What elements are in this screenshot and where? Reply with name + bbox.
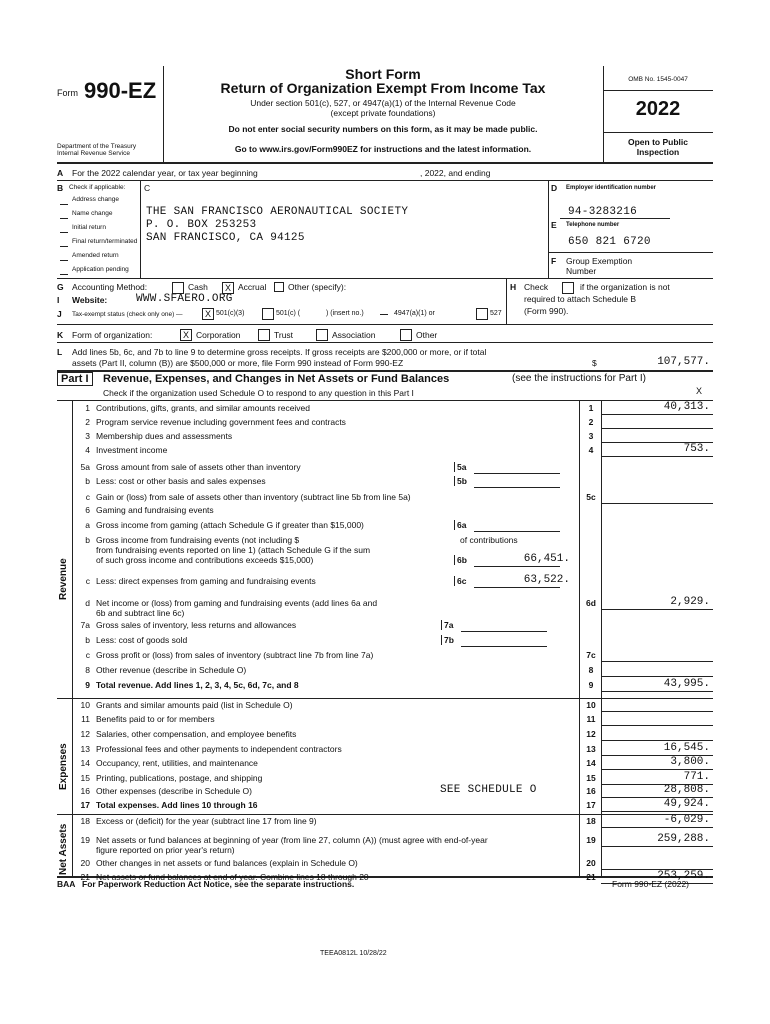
line-box-l6d: 6d (586, 598, 596, 608)
check-applicable: Check if applicable: (69, 184, 126, 191)
website-label: Website: (72, 295, 108, 305)
line-a-text: For the 2022 calendar year, or tax year beginning (72, 168, 258, 178)
line-input-l11[interactable] (601, 725, 713, 726)
checkbox-other-method[interactable] (274, 282, 284, 292)
line-text-l12: Salaries, other compensation, and employee benefits (96, 729, 297, 739)
line-amount-l18: -6,029. (663, 814, 710, 826)
line-number-l6c: c (85, 576, 90, 586)
line-number-l7b: b (85, 635, 90, 645)
line-number-l8: 8 (85, 665, 90, 675)
footer-baa: BAA (57, 879, 76, 889)
line-text-l1: Contributions, gifts, grants, and similar amounts received (96, 403, 311, 413)
line-text-l14: Occupancy, rent, utilities, and maintenance (96, 758, 258, 768)
line-box-l6a: 6a (454, 520, 475, 530)
checkbox-trust[interactable] (258, 329, 270, 341)
line-amount-l1: 40,313. (663, 401, 710, 413)
line-input-l10[interactable] (601, 711, 713, 712)
line-text-l21: Net assets or fund balances at end of year. Combine lines 18 through 20 (96, 872, 369, 882)
line-input-l6b[interactable] (474, 566, 560, 567)
line-text-l11: Benefits paid to or for members (96, 714, 215, 724)
line-box-l15: 15 (586, 773, 596, 783)
open-public-1: Open to Public (628, 137, 688, 147)
checkbox-association[interactable] (316, 329, 328, 341)
line-g-label: G (57, 282, 64, 292)
b-item-initial-return: Initial return (72, 224, 106, 231)
checkbox-initial-return[interactable] (60, 226, 68, 233)
line-text-l7b: Less: cost of goods sold (96, 635, 188, 645)
side-label-revenue: Revenue (58, 558, 69, 600)
checkbox-address-change[interactable] (60, 198, 68, 205)
line-number-l15: 15 (80, 773, 90, 783)
line-i-label: I (57, 295, 60, 305)
line-l-text-1: Add lines 5b, 6c, and 7b to line 9 to determine gross receipts. If gross receipts are $200,000 or more, or if total (72, 347, 487, 357)
section-e-label: E (551, 220, 557, 230)
line-amount-l17: 49,924. (663, 798, 710, 810)
line-box-l5a: 5a (454, 462, 475, 472)
section-c-label: C (144, 183, 151, 193)
checkbox-501c3[interactable]: X (202, 308, 214, 320)
line-box-l13: 13 (586, 744, 596, 754)
line-box-l2: 2 (588, 417, 594, 427)
org-address-1: P. O. BOX 253253 (146, 219, 257, 231)
line-input-l5c[interactable] (601, 503, 713, 504)
line-number-l18: 18 (80, 816, 90, 826)
line-h-text-4: (Form 990). (524, 306, 569, 316)
line-text2-l6b: from fundraising events reported on line 1) (attach Schedule G if the sum (96, 545, 371, 555)
line-number-l11: 11 (81, 714, 90, 724)
line-box-l5c: 5c (586, 492, 596, 502)
line-number-l16: 16 (80, 786, 90, 796)
open-public-2: Inspection (636, 147, 680, 157)
line-text-l7a: Gross sales of inventory, less returns and allowances (96, 620, 297, 630)
line-box-l1: 1 (588, 403, 594, 413)
omb-number: OMB No. 1545-0047 (628, 76, 688, 83)
line-text-l7c: Gross profit or (loss) from sales of inventory (subtract line 7b from line 7a) (96, 650, 374, 660)
line-number-l5b: b (85, 476, 90, 486)
gross-receipts: 107,577. (657, 356, 710, 368)
line-j-label: J (57, 309, 62, 319)
line-number-l12: 12 (80, 729, 90, 739)
line-text-l6: Gaming and fundraising events (96, 505, 214, 515)
title-short: Short Form (345, 66, 421, 82)
line-number-l7c: c (85, 650, 90, 660)
line-box-l14: 14 (586, 758, 596, 768)
part-1-title: Revenue, Expenses, and Changes in Net Assets or Fund Balances (103, 373, 450, 385)
checkbox-other-org[interactable] (400, 329, 412, 341)
line-input-l6a[interactable] (474, 531, 560, 532)
line-box-l10: 10 (586, 700, 596, 710)
website-value[interactable]: WWW.SFAERO.ORG (136, 293, 233, 305)
line-number-l13: 13 (80, 744, 90, 754)
trust-label: Trust (274, 330, 294, 340)
form-number: 990-EZ (84, 78, 157, 103)
footer-text: For Paperwork Reduction Act Notice, see the separate instructions. (82, 879, 355, 889)
line-number-l17: 17 (80, 800, 90, 810)
section-f-label: F (551, 256, 557, 266)
line-box-l18: 18 (586, 816, 596, 826)
checkbox-application-pending[interactable] (60, 268, 68, 275)
line-text-l18: Excess or (deficit) for the year (subtract line 17 from line 9) (96, 816, 317, 826)
irs-label: Internal Revenue Service (57, 150, 130, 157)
checkbox-501c[interactable] (262, 308, 274, 320)
line-text-l6a: Gross income from gaming (attach Schedule G if greater than $15,000) (96, 520, 364, 530)
tax-exempt-label: Tax-exempt status (check only one) — (72, 311, 183, 318)
line-box-l21: 21 (586, 872, 596, 882)
line-input-l14[interactable] (601, 769, 713, 770)
subtitle-2: (except private foundations) (330, 108, 436, 118)
line-input-l7c[interactable] (601, 661, 713, 662)
line-input-l2[interactable] (601, 428, 713, 429)
org-address-2: SAN FRANCISCO, CA 94125 (146, 232, 305, 244)
line-box-l19: 19 (586, 835, 596, 845)
group-exemption-label-2: Number (566, 266, 597, 276)
dept-treasury: Department of the Treasury (57, 143, 137, 150)
line-a-label: A (57, 168, 64, 178)
line-text-l19: Net assets or fund balances at beginning of year (from line 27, column (A)) (must agree with end-of-year (96, 835, 488, 845)
line-text-l5c: Gain or (loss) from sale of assets other than inventory (subtract line 5b from line 5a) (96, 492, 411, 502)
line-amount-l15: 771. (683, 771, 710, 783)
side-label-expenses: Expenses (58, 743, 69, 790)
line-box-l4: 4 (588, 445, 594, 455)
line-input-l12[interactable] (601, 740, 713, 741)
line-box-l17: 17 (586, 800, 596, 810)
line-text-l8: Other revenue (describe in Schedule O) (96, 665, 247, 675)
line-box-l16: 16 (586, 786, 596, 796)
line-amount-l6d: 2,929. (670, 596, 710, 608)
line-amount-l21: 253,259. (657, 870, 710, 882)
line-amount-l6b: 66,451. (523, 553, 570, 565)
line-l-text-2: assets (Part II, column (B)) are $500,000 or more, file Form 990 instead of Form 990-EZ (72, 358, 404, 368)
checkbox-schedule-o[interactable]: X (695, 386, 702, 396)
line-text-l17: Total expenses. Add lines 10 through 16 (96, 800, 258, 810)
footer-code: TEEA0812L 10/28/22 (320, 950, 387, 957)
line-box-l12: 12 (586, 729, 596, 739)
b-item-application-pending: Application pending (72, 266, 129, 273)
form-label: Form (57, 88, 78, 98)
line-text-l10: Grants and similar amounts paid (list in Schedule O) (96, 700, 293, 710)
line-text-l15: Printing, publications, postage, and shipping (96, 773, 263, 783)
line-input-l1[interactable] (601, 414, 713, 415)
checkbox-527[interactable] (476, 308, 488, 320)
b-item-amended-return: Amended return (72, 252, 119, 259)
4947-label: 4947(a)(1) or (394, 310, 435, 317)
other-method-label: Other (specify): (288, 282, 347, 292)
insert-no-label: ) (insert no.) (326, 310, 364, 317)
corporation-label: Corporation (196, 330, 241, 340)
line-number-l10: 10 (80, 700, 90, 710)
line-amount-l4: 753. (683, 443, 710, 455)
line-text3-l6b: of such gross income and contributions exceeds $15,000) (96, 555, 314, 565)
line-box-l3: 3 (588, 431, 594, 441)
schedule-o-check-text: Check if the organization used Schedule O to respond to any question in this Part I (103, 388, 414, 398)
line-box-l7c: 7c (586, 650, 596, 660)
phone-label: Telephone number (566, 222, 620, 228)
line-box-l7a: 7a (441, 620, 462, 630)
checkbox-schedule-b[interactable] (562, 282, 574, 294)
line-number-l19: 19 (80, 835, 90, 845)
line-amount-l19: 259,288. (657, 833, 710, 845)
subtitle-1: Under section 501(c), 527, or 4947(a)(1) of the Internal Revenue Code (250, 98, 516, 108)
side-label-net-assets: Net Assets (58, 823, 69, 875)
line-box-l8: 8 (588, 665, 594, 675)
line-input-l7a[interactable] (461, 631, 547, 632)
line-input-l6d[interactable] (601, 609, 713, 610)
line-number-l6d: d (85, 598, 90, 608)
org-name: THE SAN FRANCISCO AERONAUTICAL SOCIETY (146, 206, 409, 218)
line-number-l7a: 7a (80, 620, 90, 630)
ein-value: 94-3283216 (568, 206, 638, 218)
line-input-l18[interactable] (601, 827, 713, 828)
cash-label: Cash (188, 282, 208, 292)
line-box-l20: 20 (586, 858, 596, 868)
line-input-l8[interactable] (601, 676, 713, 677)
line-text-l5a: Gross amount from sale of assets other than inventory (96, 462, 301, 472)
line-text-l4: Investment income (96, 445, 168, 455)
line-text-l9: Total revenue. Add lines 1, 2, 3, 4, 5c, 6d, 7c, and 8 (96, 680, 299, 690)
other-org-label: Other (416, 330, 438, 340)
line-input-l6c[interactable] (474, 587, 560, 588)
line-number-l6a: a (85, 520, 90, 530)
association-label: Association (332, 330, 376, 340)
line-k-label: K (57, 330, 64, 340)
b-item-final-return: Final return/terminated (72, 238, 138, 245)
checkbox-4947[interactable] (380, 308, 388, 315)
line-amount-l13: 16,545. (663, 742, 710, 754)
line-box-l11: 11 (586, 714, 596, 724)
form-of-org-label: Form of organization: (72, 330, 153, 340)
line-text-l3: Membership dues and assessments (96, 431, 233, 441)
accrual-label: Accrual (238, 282, 267, 292)
line-text-l6b: Gross income from fundraising events (not including $ (96, 535, 300, 545)
line-text-l2: Program service revenue including government fees and contracts (96, 417, 346, 427)
501c-label: 501(c) ( (276, 310, 301, 317)
tax-year: 2022 (635, 98, 681, 120)
section-b-label: B (57, 183, 64, 193)
line-input-l7b[interactable] (461, 646, 547, 647)
line-text-l20: Other changes in net assets or fund balances (explain in Schedule O) (96, 858, 358, 868)
checkbox-final-return[interactable] (60, 240, 68, 247)
line-number-l6b: b (85, 535, 90, 545)
line-number-l4: 4 (85, 445, 90, 455)
checkbox-accrual[interactable]: X (222, 282, 234, 294)
line-box-l7b: 7b (441, 635, 462, 645)
line-input-l4[interactable] (601, 456, 713, 457)
line-text-l16: Other expenses (describe in Schedule O) (96, 786, 252, 796)
ssn-warning: Do not enter social security numbers on this form, as it may be made public. (228, 124, 538, 134)
line-h-text-2: if the organization is not (580, 282, 670, 292)
line-number-l5c: c (85, 492, 90, 502)
checkbox-amended-return[interactable] (60, 254, 68, 261)
page-title: Return of Organization Exempt From Income Tax (220, 80, 546, 96)
line-input-l9[interactable] (601, 691, 713, 692)
line-number-l3: 3 (85, 431, 90, 441)
footer-form-ref: Form 990-EZ (2022) (612, 879, 689, 889)
line-input-l5b[interactable] (474, 487, 560, 488)
group-exemption-label: Group Exemption (566, 256, 633, 266)
line-amount-l16: 28,808. (663, 784, 710, 796)
line-text-l5b: Less: cost or other basis and sales expenses (96, 476, 266, 486)
line-text-l6c: Less: direct expenses from gaming and fundraising events (96, 576, 316, 586)
501c3-label: 501(c)(3) (216, 310, 245, 317)
line-box-l6c: 6c (454, 576, 475, 586)
line-amount-l6c: 63,522. (523, 574, 570, 586)
line-number-l1: 1 (85, 403, 90, 413)
line-number-l2: 2 (85, 417, 90, 427)
line-a-mid: , 2022, and ending (420, 168, 491, 178)
line-box-l9: 9 (588, 680, 594, 690)
line-input-l19[interactable] (601, 846, 713, 847)
section-d-label: D (551, 183, 558, 193)
phone-value: 650 821 6720 (568, 236, 651, 248)
line-amount-l14: 3,800. (670, 756, 710, 768)
line-number-l14: 14 (80, 758, 90, 768)
line-note-l16: SEE SCHEDULE O (440, 784, 537, 796)
line-number-l20: 20 (80, 858, 90, 868)
checkbox-name-change[interactable] (60, 212, 68, 219)
line-amount-l9: 43,995. (663, 678, 710, 690)
part-1-title-note: (see the instructions for Part I) (512, 373, 646, 384)
line-text2-l19: figure reported on prior year's return) (96, 845, 235, 855)
line-h-label: H (510, 282, 517, 292)
line-box-l5b: 5b (454, 476, 475, 486)
line-l-dollar: $ (592, 358, 597, 368)
part-1-label: Part I (57, 372, 93, 386)
line-text2-l6d: 6b and subtract line 6c) (96, 608, 185, 618)
line-input-l17[interactable] (601, 811, 713, 812)
line-text-l13: Professional fees and other payments to independent contractors (96, 744, 342, 754)
line-g-text: Accounting Method: (72, 282, 148, 292)
line-text-l6d: Net income or (loss) from gaming and fundraising events (add lines 6a and (96, 598, 378, 608)
ein-label: Employer identification number (566, 185, 657, 191)
instructions-link[interactable]: Go to www.irs.gov/Form990EZ for instructions and the latest information. (234, 144, 532, 154)
checkbox-corporation[interactable]: X (180, 329, 192, 341)
line-number-l5a: 5a (80, 462, 90, 472)
line-text-r-l6b: of contributions (460, 535, 518, 545)
line-number-l21: 21 (80, 872, 90, 882)
line-h-check: Check (524, 282, 549, 292)
line-box-l6b: 6b (454, 555, 475, 565)
line-l-label: L (57, 347, 63, 357)
line-h-text-3: required to attach Schedule B (524, 294, 636, 304)
b-item-address-change: Address change (72, 196, 119, 203)
b-item-name-change: Name change (72, 210, 113, 217)
527-label: 527 (490, 310, 502, 317)
line-number-l6: 6 (85, 505, 90, 515)
line-number-l9: 9 (85, 680, 90, 690)
line-input-l5a[interactable] (474, 473, 560, 474)
